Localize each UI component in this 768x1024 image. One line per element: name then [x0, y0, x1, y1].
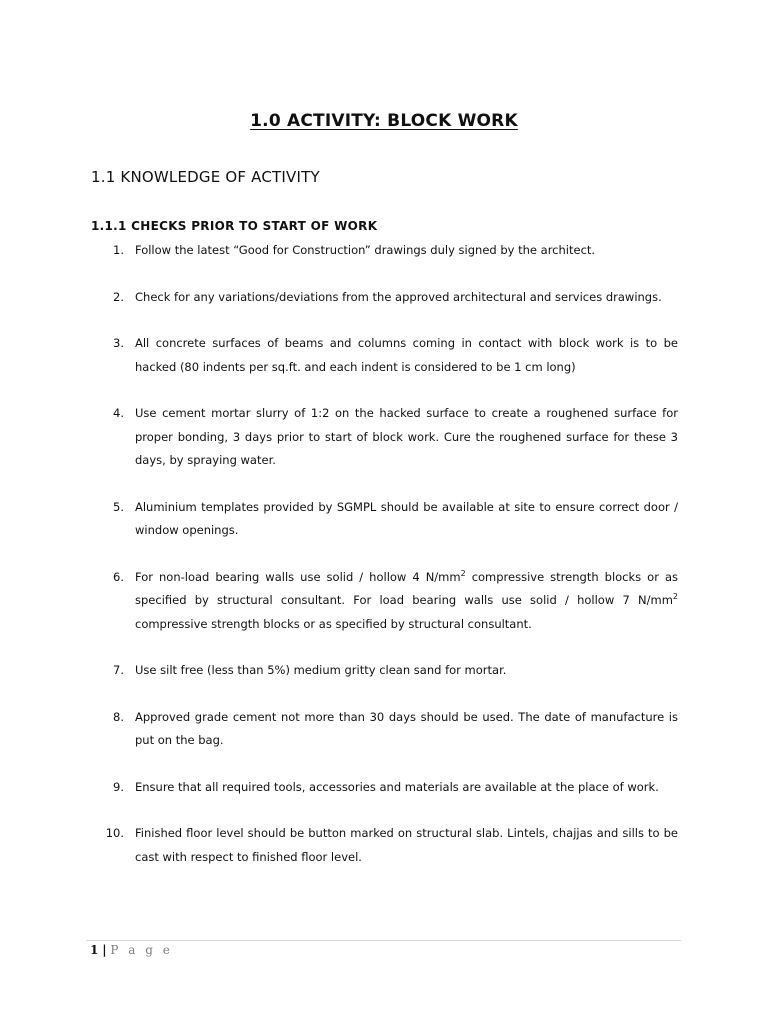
item-number: 3. [113, 336, 124, 350]
check-item [0, 239, 768, 263]
item-number: 10. [105, 826, 124, 840]
item-text: Finished floor level should be button marked on structural slab. Lintels, chajjas and sills to be cast with respect to finished floor level. [135, 826, 678, 864]
check-item [0, 566, 768, 637]
item-text-part: compressive strength blocks or as specified by structural consultant. For load bearing walls use solid / hollow 7 N/mm [135, 569, 678, 607]
item-text: Use cement mortar slurry of 1:2 on the hacked surface to create a roughened surface for proper bonding, 3 days prior to start of block work. Cure the roughened surface for these 3 days, by spraying water. [135, 406, 678, 467]
superscript-2: 2 [672, 592, 678, 602]
page-number: 1 [90, 943, 99, 957]
item-number: 7. [113, 663, 124, 677]
check-item [0, 332, 768, 379]
item-number: 9. [113, 779, 124, 794]
item-text: Use silt free (less than 5%) medium gritty clean sand for mortar. [135, 663, 507, 677]
check-item [0, 822, 768, 869]
item-number: 6. [113, 569, 124, 584]
subsection-heading: 1.1.1 CHECKS PRIOR TO START OF WORK [91, 219, 378, 233]
page-label: P a g e [110, 943, 173, 957]
check-item [0, 286, 768, 310]
item-text: All concrete surfaces of beams and columns coming in contact with block work is to be hacked (80 indents per sq.ft. and each indent is considered to be 1 cm long) [135, 336, 678, 374]
item-number: 4. [113, 406, 124, 420]
check-item [0, 402, 768, 473]
page-separator: | [102, 943, 107, 957]
check-item [0, 776, 768, 800]
checks-list [0, 239, 768, 892]
item-number: 2. [113, 289, 124, 304]
section-heading: 1.1 KNOWLEDGE OF ACTIVITY [91, 168, 320, 186]
item-text: Check for any variations/deviations from the approved architectural and services drawings. [135, 289, 662, 304]
check-item [0, 496, 768, 543]
item-text: Follow the latest “Good for Construction” drawings duly signed by the architect. [135, 243, 596, 257]
check-item [0, 706, 768, 753]
superscript-2: 2 [460, 568, 466, 578]
item-number: 5. [113, 499, 124, 514]
item-text: Approved grade cement not more than 30 days should be used. The date of manufacture is put on the bag. [135, 709, 678, 747]
item-text [135, 566, 678, 637]
item-text-part: For non-load bearing walls use solid / hollow 4 N/mm [135, 569, 461, 584]
item-text-part: compressive strength blocks or as specified by structural consultant. [135, 616, 532, 631]
page-footer [90, 943, 173, 957]
item-number: 1. [113, 243, 124, 257]
item-number: 8. [113, 709, 124, 724]
document-title: 1.0 ACTIVITY: BLOCK WORK [250, 111, 518, 131]
item-text: Ensure that all required tools, accessories and materials are available at the place of work. [135, 779, 659, 794]
check-item [0, 659, 768, 683]
footer-divider [86, 940, 681, 941]
item-text: Aluminium templates provided by SGMPL should be available at site to ensure correct door / window openings. [135, 499, 678, 537]
